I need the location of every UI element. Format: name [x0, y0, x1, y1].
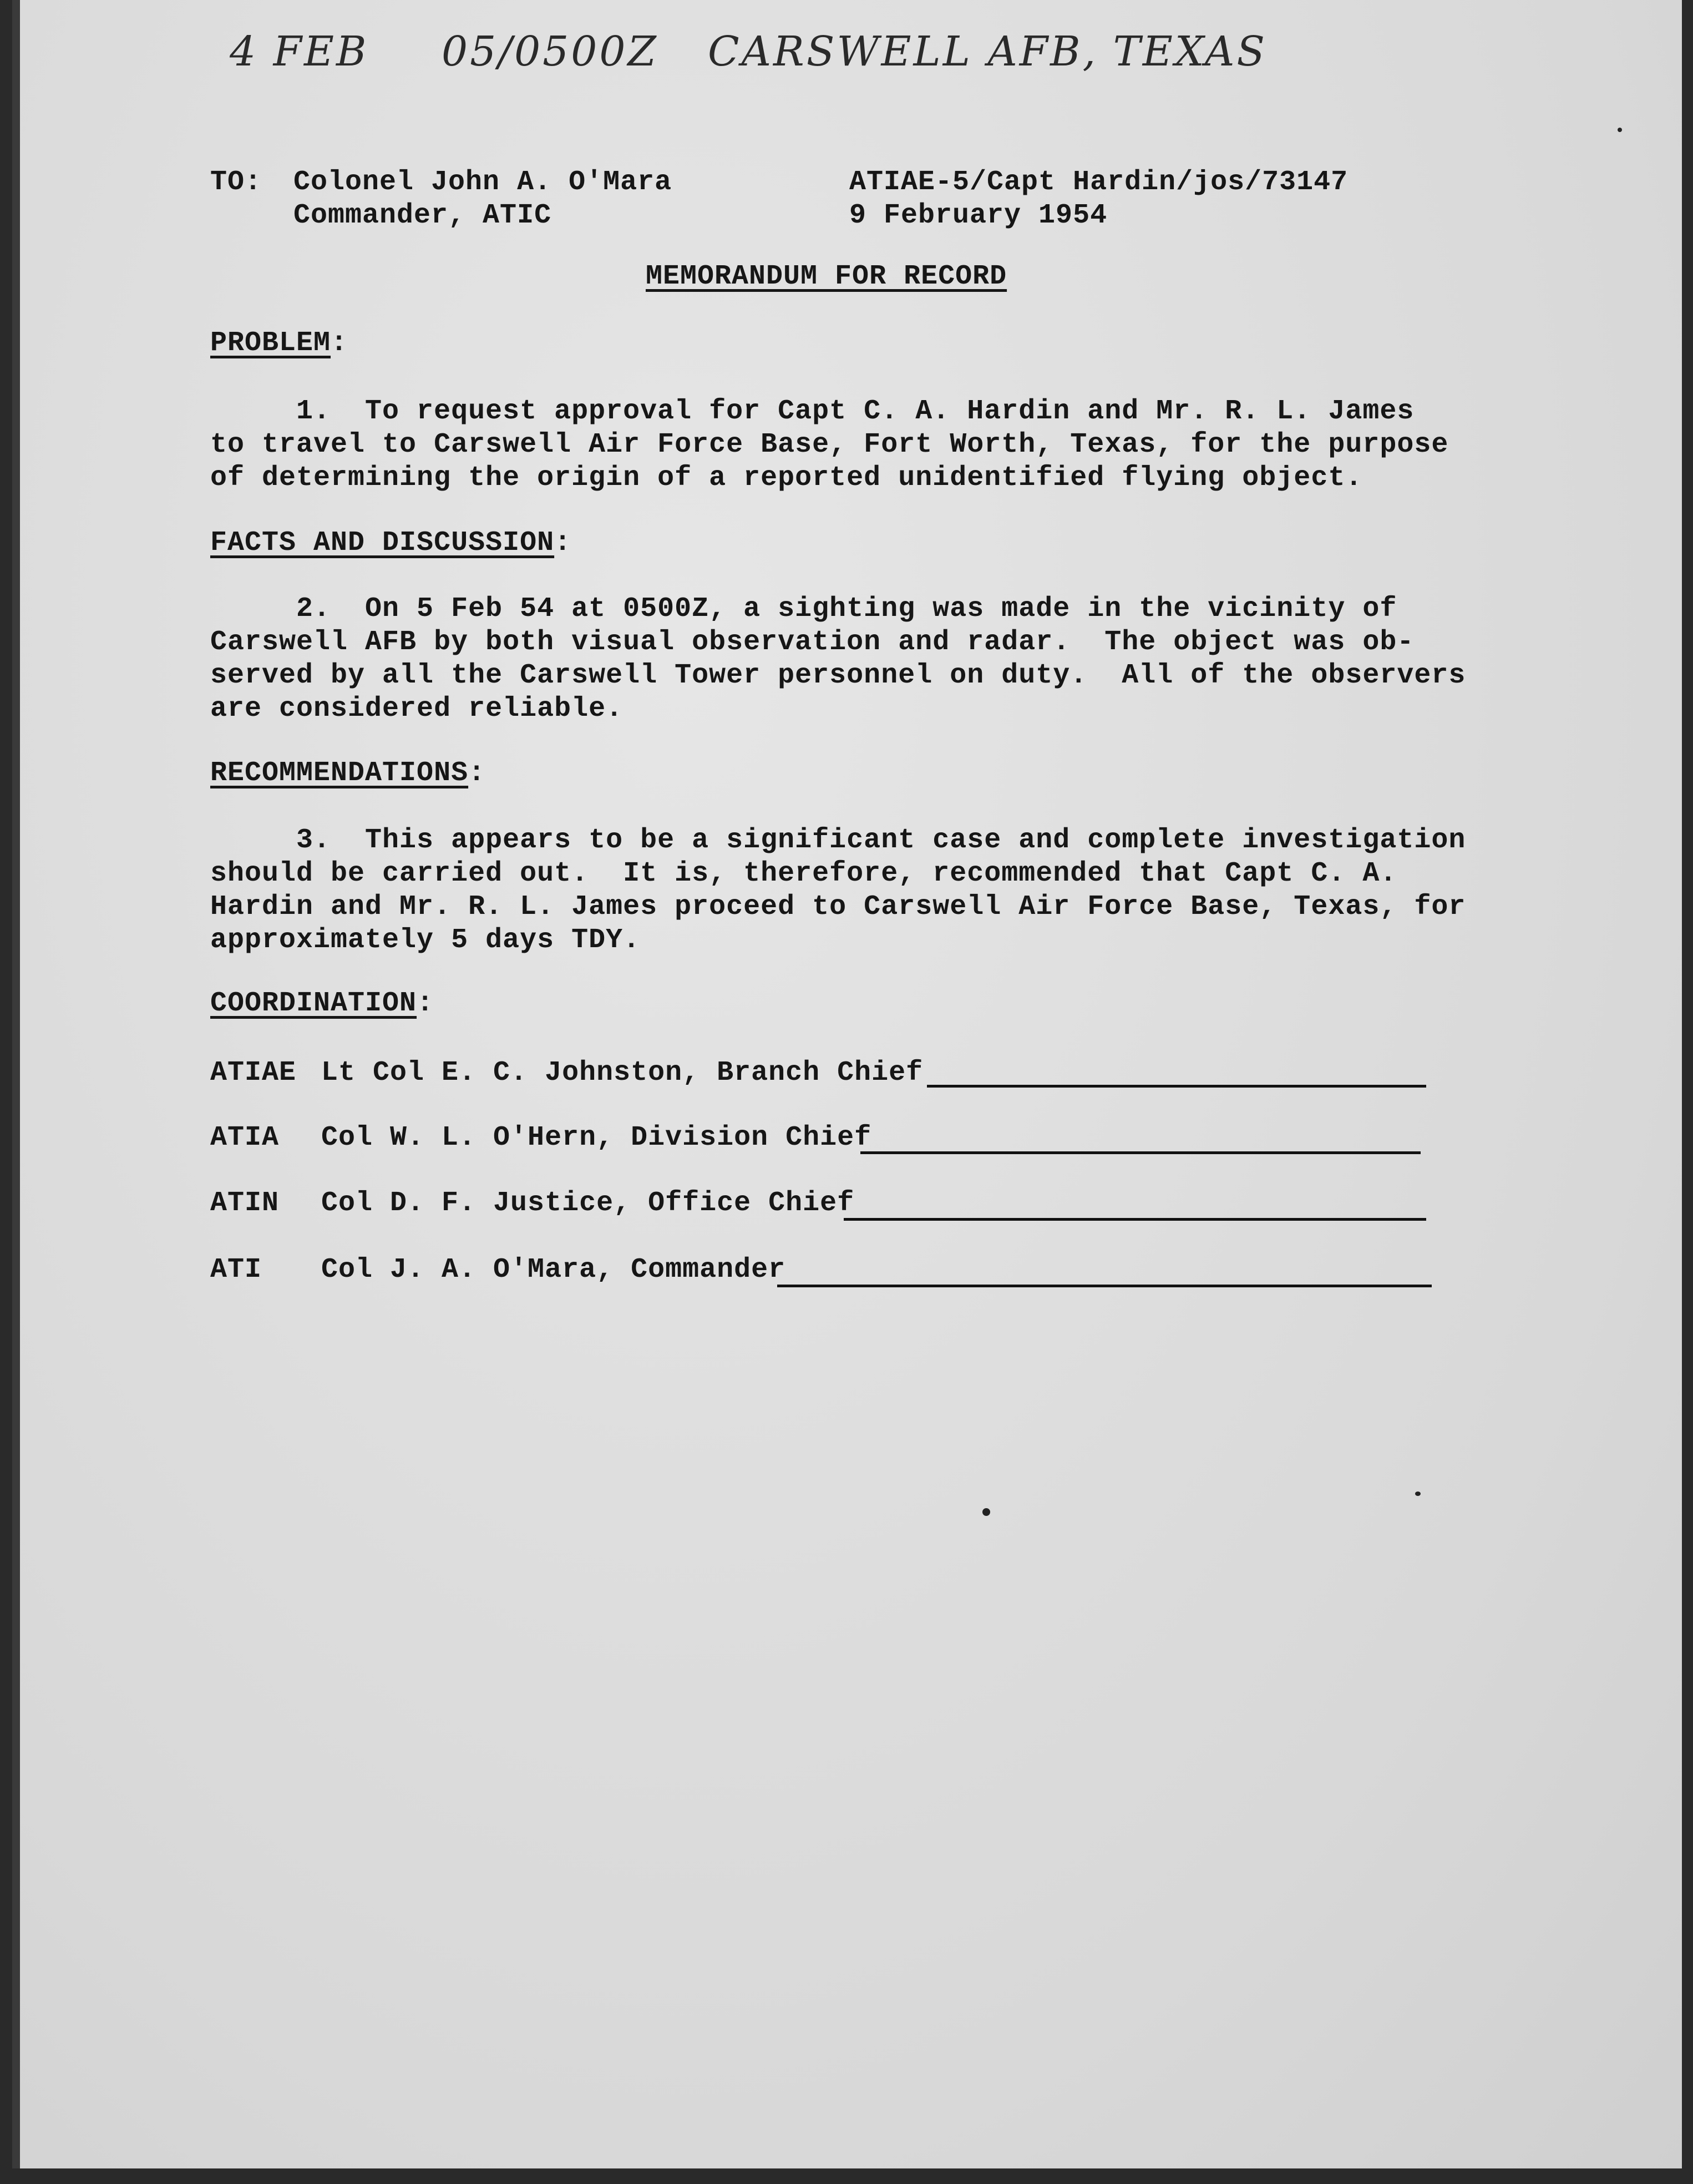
coordination-heading-row — [210, 988, 434, 1019]
signature-line-1 — [927, 1085, 1426, 1088]
problem-heading-row — [210, 327, 348, 359]
problem-paragraph: 1. To request approval for Capt C. A. Hardin and Mr. R. L. James to travel to Carswell Air Force Base, Fort Worth, Texas, for the purpose of determining the origin of a reported unidentified flying object. — [210, 396, 1449, 494]
memo-page — [12, 0, 1682, 2168]
signature-line-4 — [777, 1285, 1432, 1287]
coord-office-1: ATIAE — [210, 1057, 297, 1089]
coord-name-3: Col D. F. Justice, Office Chief — [321, 1187, 855, 1219]
signature-line-3 — [844, 1218, 1426, 1221]
recommendations-colon: : — [468, 757, 486, 789]
recommendations-heading: RECOMMENDATIONS — [210, 757, 469, 789]
handwritten-time: 05/0500Z — [442, 28, 658, 75]
signature-line-2 — [860, 1151, 1421, 1154]
coord-name-2: Col W. L. O'Hern, Division Chief — [321, 1122, 872, 1154]
reference-code: ATIAE-5/Capt Hardin/jos/73147 — [849, 166, 1349, 198]
handwritten-date: 4 FEB — [230, 28, 369, 75]
scan-speck — [982, 1508, 990, 1516]
coordination-heading: COORDINATION — [210, 988, 417, 1019]
scan-speck — [1415, 1492, 1421, 1496]
recommendations-paragraph: 3. This appears to be a significant case and complete investigation should be carried out. It is, therefore, recommended that Capt C. A. Hardin and Mr. R. L. James proceed to Carswell Air Force Base, Texas, for approximately 5 days TDY. — [210, 825, 1466, 956]
to-title: Commander, ATIC — [293, 200, 552, 231]
recommendations-heading-row — [210, 757, 485, 789]
memo-title: MEMORANDUM FOR RECORD — [646, 261, 1007, 292]
coord-office-2: ATIA — [210, 1122, 280, 1154]
coord-name-1: Lt Col E. C. Johnston, Branch Chief — [321, 1057, 924, 1089]
coord-office-3: ATIN — [210, 1187, 280, 1219]
problem-colon: : — [331, 327, 348, 359]
problem-heading: PROBLEM — [210, 327, 331, 359]
to-name: Colonel John A. O'Mara — [293, 166, 672, 198]
facts-heading-row — [210, 527, 571, 559]
coord-office-4: ATI — [210, 1254, 262, 1286]
coordination-colon: : — [417, 988, 434, 1019]
facts-paragraph: 2. On 5 Feb 54 at 0500Z, a sighting was made in the vicinity of Carswell AFB by both visual observation and radar. The object was ob- served by all the Carswell Tower personnel on duty. All of the observers are considered reliable. — [210, 593, 1466, 725]
scan-speck — [1618, 128, 1622, 132]
facts-colon: : — [554, 527, 572, 559]
memo-date: 9 February 1954 — [849, 200, 1108, 231]
to-label: TO: — [210, 166, 262, 198]
facts-heading: FACTS AND DISCUSSION — [210, 527, 555, 559]
coord-name-4: Col J. A. O'Mara, Commander — [321, 1254, 786, 1286]
handwritten-place: CARSWELL AFB, TEXAS — [708, 28, 1268, 75]
